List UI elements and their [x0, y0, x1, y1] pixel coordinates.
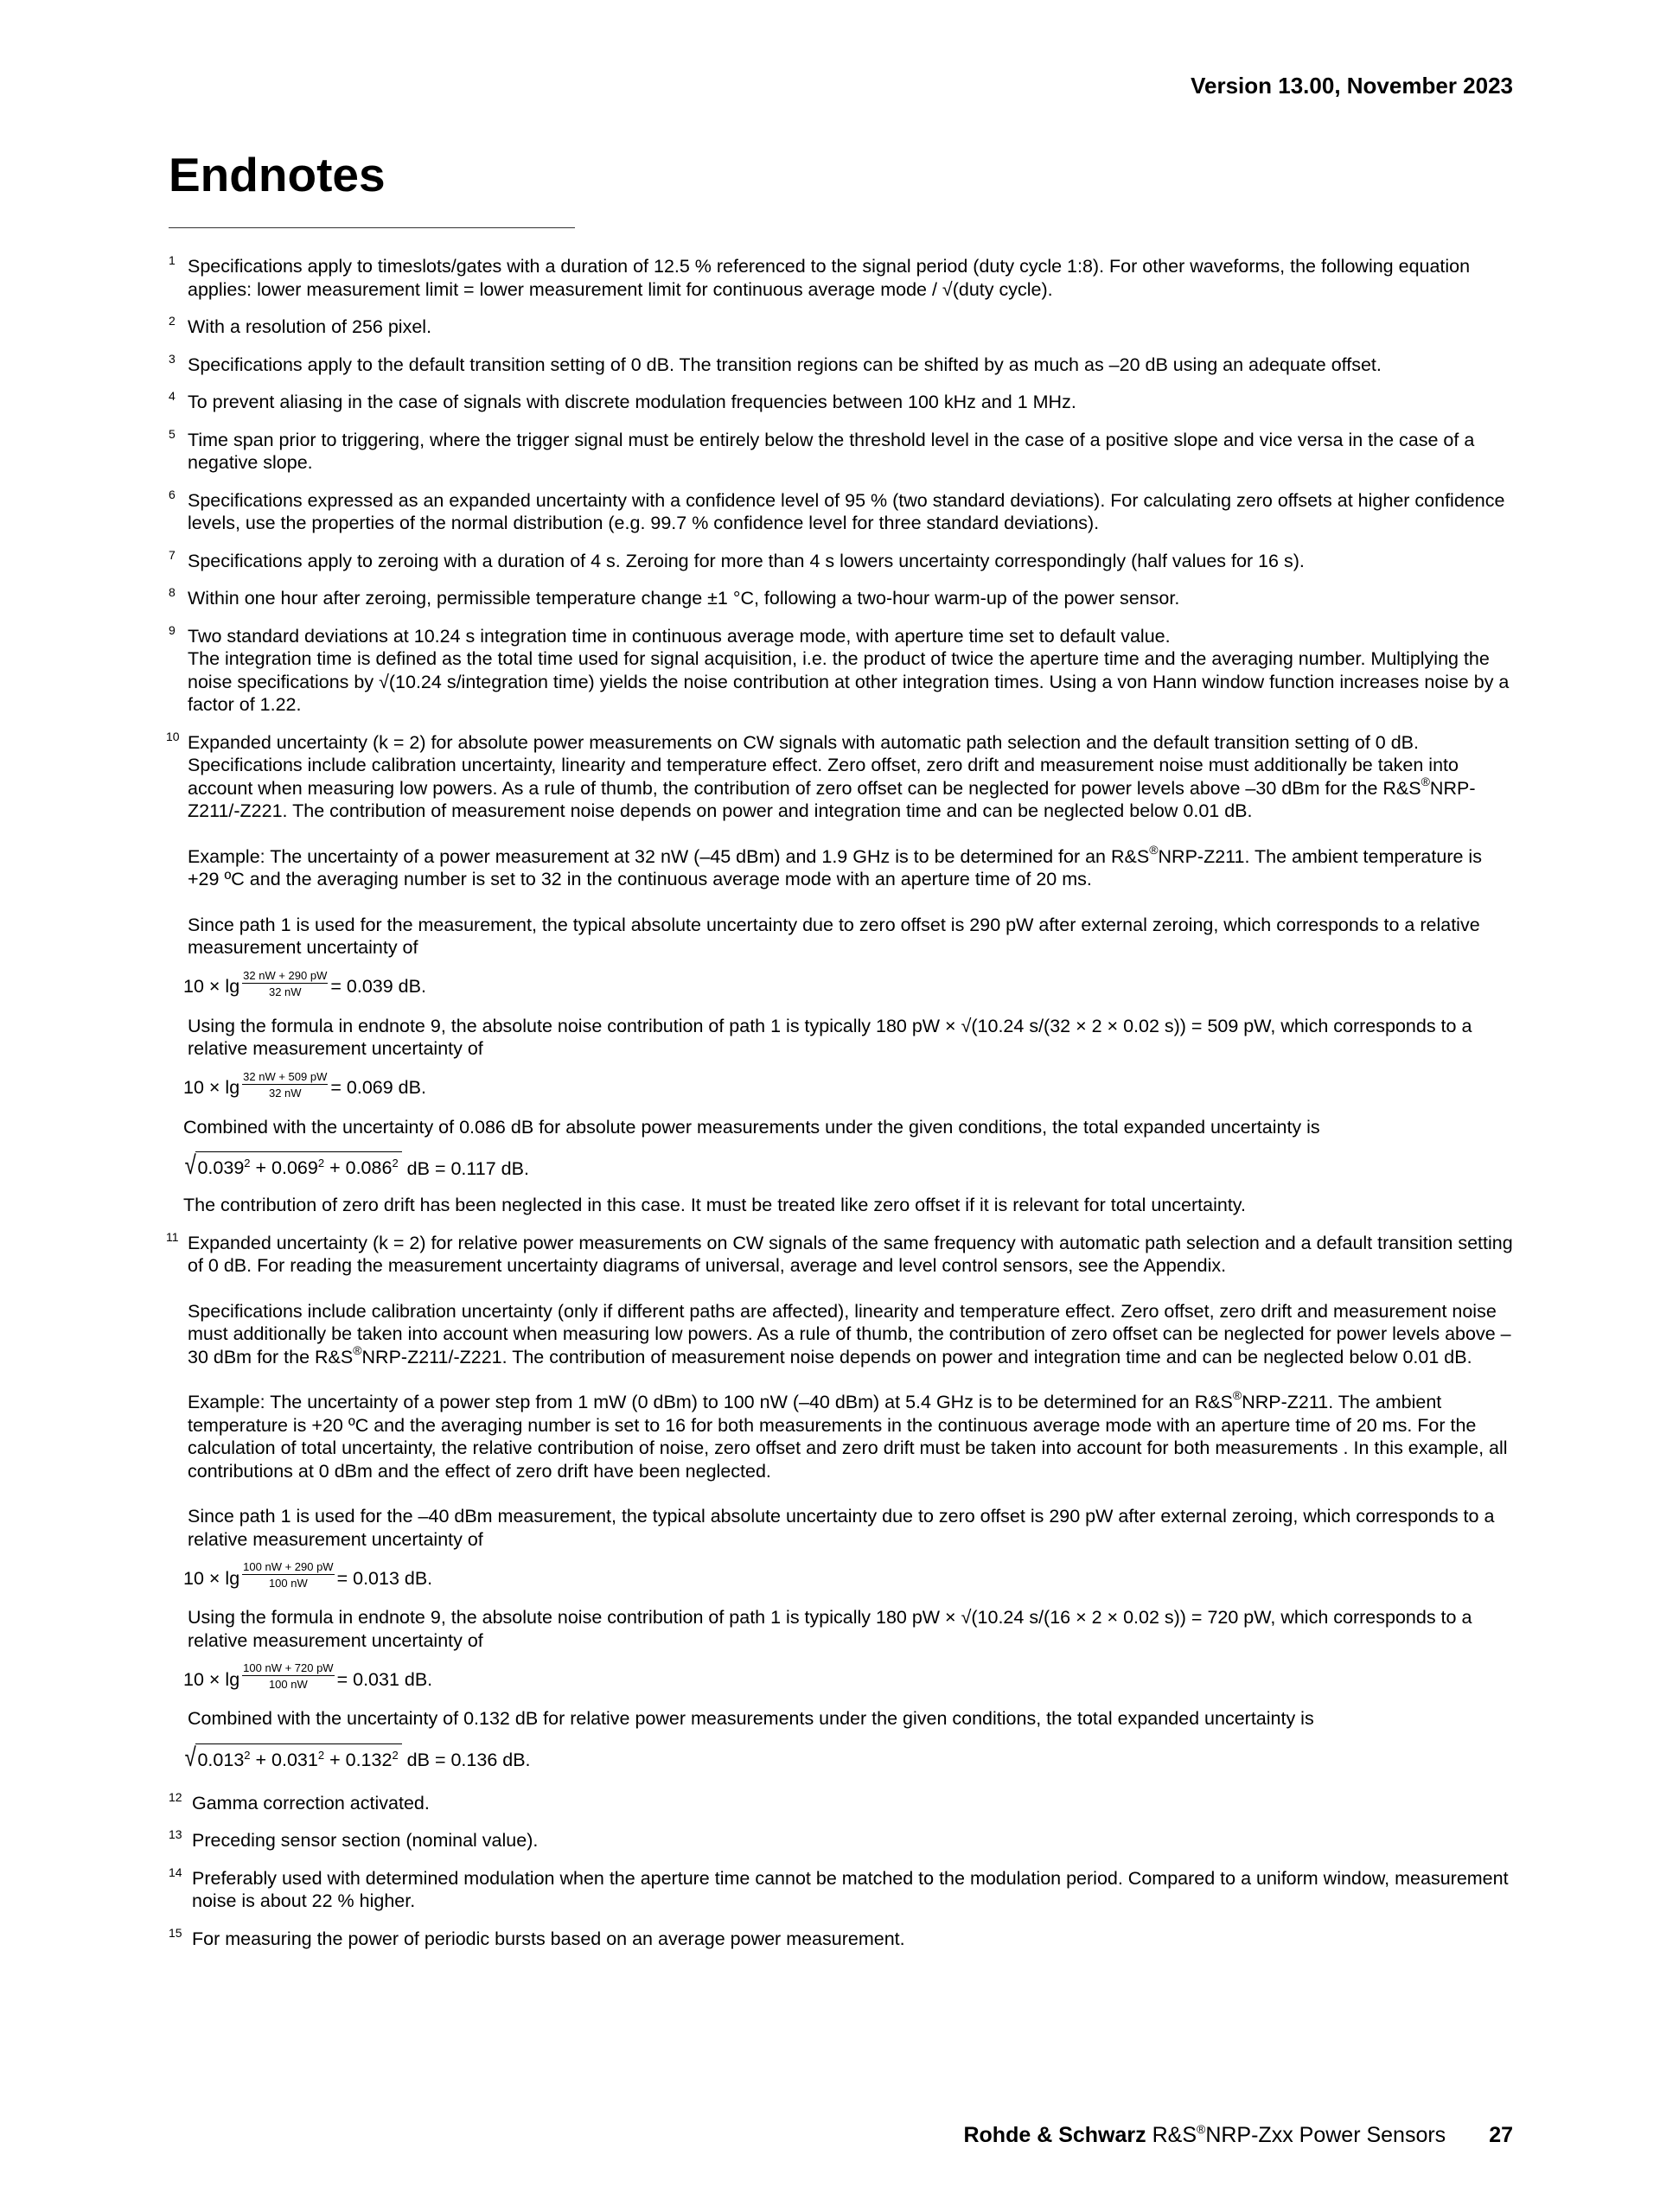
endnote-6	[169, 489, 1517, 535]
endnote-paragraph: Since path 1 is used for the –40 dBm measurement, the typical absolute uncertainty due to zero offset is 290 pW after external zeroing, which corresponds to a relative measurement uncertainty of	[188, 1506, 1495, 1550]
square-root: √ 0.013$^2$ + 0.031$^2$ + 0.132$^2$	[183, 1743, 402, 1773]
formula-zero-offset: 10 × lg $\frac{32 nW + 290 pW}{32 nW}$ = 0.039 dB.	[183, 968, 426, 998]
endnote-paragraph: Expanded uncertainty (k = 2) for relative power measurements on CW signals of the same frequency with automatic path selection and a default transition setting of 0 dB. For reading the measurement uncertainty diagrams of universal, average and level control sensors, see the Appendix.	[188, 1232, 1513, 1276]
endnote-text: Gamma correction activated.	[192, 1792, 430, 1814]
endnote-number: 2	[169, 314, 176, 328]
formula-zero-offset: 10 × lg $\frac{100 nW + 290 pW}{100 nW}$ = 0.013 dB.	[183, 1560, 433, 1590]
fraction: $\frac{100 nW + 290 pW}{100 nW}$	[243, 1560, 334, 1590]
endnote-15	[169, 1925, 1517, 1951]
endnote-number: 8	[169, 585, 176, 599]
endnote-paragraph: Combined with the uncertainty of 0.132 dB for relative power measurements under the given conditions, the total expanded uncertainty is	[188, 1708, 1314, 1729]
fraction: $\frac{100 nW + 720 pW}{100 nW}$	[243, 1661, 334, 1691]
endnote-paragraph: The contribution of zero drift has been neglected in this case. It must be treated like zero offset if it is relevant for total uncertainty.	[183, 1195, 1246, 1215]
endnote-text: With a resolution of 256 pixel.	[188, 316, 432, 337]
registered-mark: ®	[1421, 774, 1430, 788]
registered-mark: ®	[353, 1342, 362, 1357]
endnote-11	[166, 1229, 1517, 1777]
endnote-number: 13	[169, 1827, 182, 1841]
registered-mark: ®	[1197, 2122, 1206, 2136]
page-footer	[963, 2123, 1513, 2148]
endnote-4	[169, 391, 1517, 414]
endnote-12	[169, 1789, 1517, 1815]
endnote-text: Specifications apply to timeslots/gates with a duration of 12.5 % referenced to the signal period (duty cycle 1:8). For other waveforms, the following equation applies: lower measurement limit = lower measurement limit for continuous average mode / √(duty cycle).	[188, 256, 1471, 300]
formula-total-uncertainty: √ 0.039$^2$ + 0.069$^2$ + 0.086$^2$ dB = 0.117 dB.	[184, 1151, 529, 1180]
endnote-10	[166, 729, 1517, 1217]
endnote-14	[169, 1867, 1517, 1913]
square-root: √ 0.039$^2$ + 0.069$^2$ + 0.086$^2$	[183, 1151, 402, 1181]
endnote-paragraph: Example: The uncertainty of a power step from 1 mW (0 dBm) to 100 nW (–40 dBm) at 5.4 GHz is to be determined for an R&S®NRP-Z211. The ambient temperature is +20 ºC and the averaging number is set to 16 for both measurements in the continuous average mode with an aperture time of 20 ms. For the calculation of total uncertainty, the relative contribution of noise, zero offset and zero drift must be taken into account for both measurements . In this example, all contributions at 0 dBm and the effect of zero drift have been neglected.	[188, 1388, 1508, 1482]
endnote-number: 10	[166, 729, 180, 743]
endnote-number: 11	[166, 1229, 179, 1244]
fraction: $\frac{32 nW + 290 pW}{32 nW}$	[243, 968, 328, 998]
endnote-number: 5	[169, 426, 176, 441]
endnote-text: For measuring the power of periodic bursts based on an average power measurement.	[192, 1928, 905, 1949]
endnote-3	[169, 351, 1517, 377]
endnote-paragraph: Combined with the uncertainty of 0.086 dB for absolute power measurements under the given conditions, the total expanded uncertainty is	[183, 1116, 1320, 1138]
formula-noise: 10 × lg $\frac{32 nW + 509 pW}{32 nW}$ = 0.069 dB.	[183, 1069, 426, 1100]
endnote-number: 15	[169, 1925, 182, 1940]
endnote-7	[169, 547, 1517, 573]
endnote-text: Preceding sensor section (nominal value).	[192, 1830, 539, 1851]
version-label: Version 13.00, November 2023	[1191, 73, 1513, 99]
formula-total-uncertainty: √ 0.013$^2$ + 0.031$^2$ + 0.132$^2$ dB = 0.136 dB.	[184, 1743, 531, 1772]
page-number: 27	[1489, 2123, 1513, 2147]
endnote-9	[169, 622, 1517, 717]
endnotes-list	[166, 253, 1517, 1965]
endnote-13	[169, 1829, 1517, 1852]
footer-title: Rohde & Schwarz R&S®NRP-Zxx Power Sensors	[963, 2122, 1446, 2147]
endnote-paragraph: Since path 1 is used for the measurement, the typical absolute uncertainty due to zero offset is 290 pW after external zeroing, which corresponds to a relative measurement uncertainty of	[188, 914, 1480, 958]
endnote-number: 4	[169, 389, 176, 403]
endnote-text: Specifications expressed as an expanded uncertainty with a confidence level of 95 % (two standard deviations). For calculating zero offsets at higher confidence levels, use the properties of the normal distribution (e.g. 99.7 % confidence level for three standard deviations).	[188, 489, 1505, 533]
endnote-5	[169, 426, 1517, 475]
endnote-text: Two standard deviations at 10.24 s integration time in continuous average mode, with aperture time set to default value.	[188, 625, 1171, 647]
endnote-paragraph: Expanded uncertainty (k = 2) for absolute power measurements on CW signals with automatic path selection and the default transition setting of 0 dB. Specifications include calibration uncertainty, linearity and temperature effect. Zero offset, zero drift and measurement noise must additionally be taken into account when measuring low powers. As a rule of thumb, the contribution of zero offset can be neglected for power levels above –30 dBm for the R&S®NRP-Z211/-Z221. The contribution of measurement noise depends on power and integration time and can be neglected below 0.01 dB.	[188, 731, 1476, 821]
endnote-paragraph: Specifications include calibration uncertainty (only if different paths are affected), linearity and temperature effect. Zero offset, zero drift and measurement noise must additionally be taken into account when measuring low powers. As a rule of thumb, the contribution of zero offset can be neglected for power levels above –30 dBm for the R&S®NRP-Z211/-Z221. The contribution of measurement noise depends on power and integration time and can be neglected below 0.01 dB.	[188, 1300, 1511, 1367]
endnote-number: 14	[169, 1865, 182, 1879]
endnote-text: Specifications apply to zeroing with a duration of 4 s. Zeroing for more than 4 s lowers uncertainty correspondingly (half values for 16 s).	[188, 550, 1305, 571]
endnote-number: 7	[169, 547, 176, 562]
endnote-paragraph: Using the formula in endnote 9, the absolute noise contribution of path 1 is typically 180 pW × √(10.24 s/(16 × 2 × 0.02 s)) = 720 pW, which corresponds to a relative measurement uncertainty of	[188, 1607, 1472, 1651]
endnote-1	[169, 255, 1517, 301]
formula-noise: 10 × lg $\frac{100 nW + 720 pW}{100 nW}$ = 0.031 dB.	[183, 1661, 433, 1691]
registered-mark: ®	[1149, 842, 1159, 857]
endnote-text: Time span prior to triggering, where the trigger signal must be entirely below the threshold level in the case of a positive slope and vice versa in the case of a negative slope.	[188, 429, 1475, 473]
endnote-paragraph: Using the formula in endnote 9, the absolute noise contribution of path 1 is typically 180 pW × √(10.24 s/(32 × 2 × 0.02 s)) = 509 pW, which corresponds to a relative measurement uncertainty of	[188, 1015, 1472, 1059]
endnote-text: To prevent aliasing in the case of signals with discrete modulation frequencies between 100 kHz and 1 MHz.	[188, 392, 1076, 412]
registered-mark: ®	[1232, 1388, 1242, 1402]
endnote-number: 3	[169, 351, 176, 366]
endnote-text: Within one hour after zeroing, permissible temperature change ±1 °C, following a two-hour warm-up of the power sensor.	[188, 588, 1180, 609]
endnote-number: 6	[169, 487, 176, 501]
endnote-paragraph: Example: The uncertainty of a power measurement at 32 nW (–45 dBm) and 1.9 GHz is to be determined for an R&S®NRP-Z211. The ambient temperature is +29 ºC and the averaging number is set to 32 in the continuous average mode with an aperture time of 20 ms.	[188, 842, 1482, 889]
endnote-2	[169, 316, 1517, 339]
fraction: $\frac{32 nW + 509 pW}{32 nW}$	[243, 1069, 328, 1100]
page-title: Endnotes	[169, 148, 386, 201]
endnote-number: 9	[169, 622, 176, 637]
endnote-text: The integration time is defined as the total time used for signal acquisition, i.e. the product of twice the aperture time and the averaging number. Multiplying the noise specifications by √(10.24 s/integration time) yields the noise contribution at other integration times. Using a von Hann window function increases noise by a factor of 1.22.	[188, 648, 1510, 715]
endnote-text: Preferably used with determined modulation when the aperture time cannot be matched to the modulation period. Compared to a uniform window, measurement noise is about 22 % higher.	[192, 1867, 1509, 1911]
endnote-number: 12	[169, 1789, 182, 1804]
endnote-8	[169, 587, 1517, 610]
title-divider	[169, 227, 575, 228]
endnote-number: 1	[169, 253, 176, 267]
footer-brand: Rohde & Schwarz	[963, 2123, 1146, 2147]
endnote-text: Specifications apply to the default transition setting of 0 dB. The transition regions can be shifted by as much as –20 dB using an adequate offset.	[188, 354, 1382, 375]
